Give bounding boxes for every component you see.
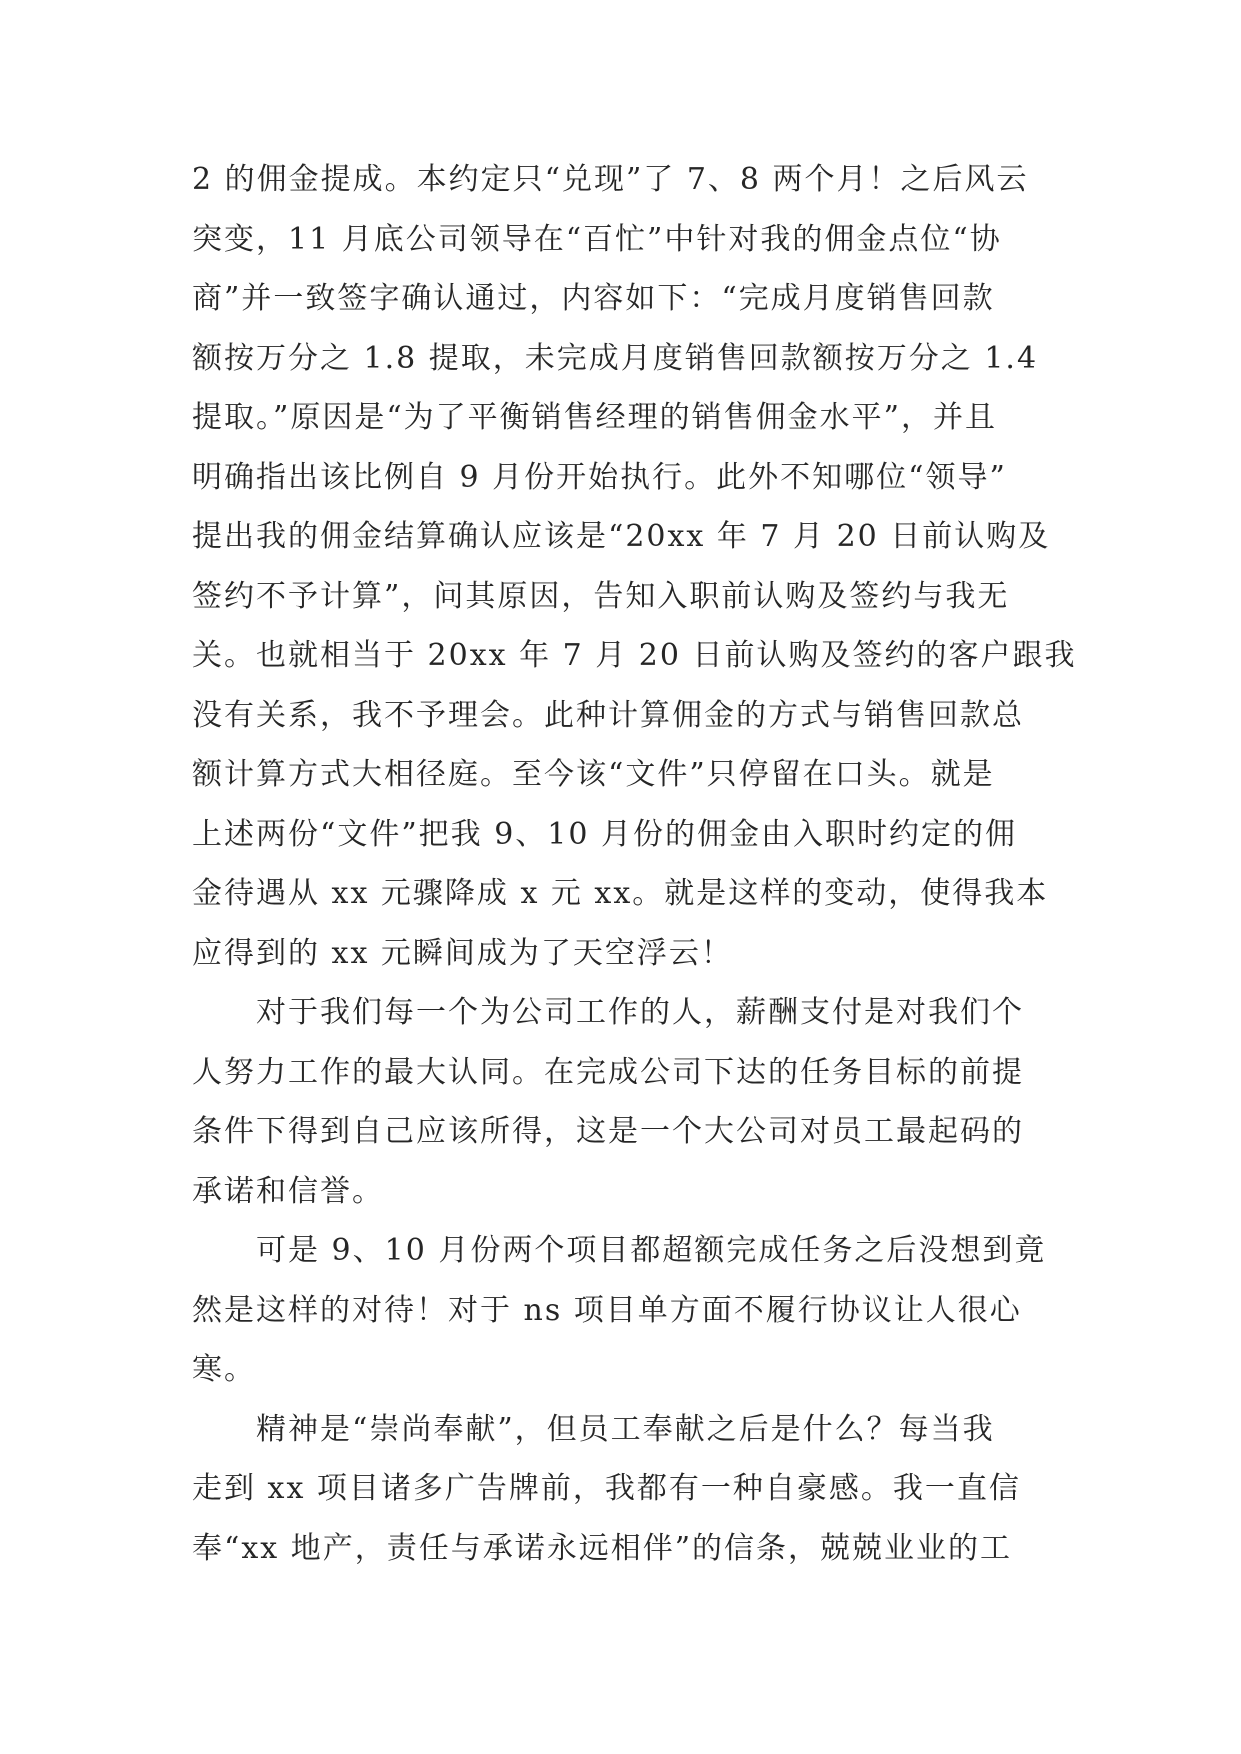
text-line: 条件下得到自己应该所得，这是一个大公司对员工最起码的 xyxy=(192,1114,1024,1149)
text-line: 没有关系，我不予理会。此种计算佣金的方式与销售回款总 xyxy=(192,697,1024,733)
text-line: 承诺和信誉。 xyxy=(192,1173,384,1209)
text-line: 奉“xx 地产，责任与承诺永远相伴”的信条，兢兢业业的工 xyxy=(192,1530,1013,1566)
text-line: 对于我们每一个为公司工作的人，薪酬支付是对我们个 xyxy=(256,995,1024,1030)
paragraph-2 xyxy=(192,983,1052,1221)
text-line: 签约不予计算”，问其原因，告知入职前认购及签约与我无 xyxy=(192,578,1010,614)
paragraph-3 xyxy=(192,1221,1052,1400)
text-line: 额计算方式大相径庭。至今该“文件”只停留在口头。就是 xyxy=(192,757,995,792)
text-line: 金待遇从 xx 元骤降成 x 元 xx。就是这样的变动，使得我本 xyxy=(192,876,1049,911)
document-body xyxy=(192,150,1077,1578)
text-line: 人努力工作的最大认同。在完成公司下达的任务目标的前提 xyxy=(192,1054,1024,1090)
text-line: 寒。 xyxy=(192,1352,256,1387)
text-line: 精神是“崇尚奉献”，但员工奉献之后是什么？每当我 xyxy=(256,1411,995,1447)
text-line: 上述两份“文件”把我 9、10 月份的佣金由入职时约定的佣 xyxy=(192,816,1018,852)
text-line: 明确指出该比例自 9 月份开始执行。此外不知哪位“领导” xyxy=(192,459,1007,495)
text-line: 突变，11 月底公司领导在“百忙”中针对我的佣金点位“协 xyxy=(192,221,1002,257)
text-line: 额按万分之 1.8 提取，未完成月度销售回款额按万分之 1.4 xyxy=(192,340,1039,376)
paragraph-4 xyxy=(192,1400,1052,1579)
text-line: 关。也就相当于 20xx 年 7 月 20 日前认购及签约的客户跟我 xyxy=(192,638,1077,673)
text-line: 商”并一致签字确认通过，内容如下：“完成月度销售回款 xyxy=(192,281,995,316)
paragraph-1 xyxy=(192,150,1077,983)
text-line: 提出我的佣金结算确认应该是“20xx 年 7 月 20 日前认购及 xyxy=(192,519,1051,554)
text-line: 提取。”原因是“为了平衡销售经理的销售佣金水平”，并且 xyxy=(192,400,998,435)
text-line: 走到 xx 项目诸多广告牌前，我都有一种自豪感。我一直信 xyxy=(192,1471,1021,1506)
text-line: 可是 9、10 月份两个项目都超额完成任务之后没想到竟 xyxy=(256,1233,1047,1268)
text-line: 应得到的 xx 元瞬间成为了天空浮云！ xyxy=(192,935,733,971)
text-line: 2 的佣金提成。本约定只“兑现”了 7、8 两个月！之后风云 xyxy=(192,162,1029,197)
text-line: 然是这样的对待！对于 ns 项目单方面不履行协议让人很心 xyxy=(192,1292,1022,1328)
